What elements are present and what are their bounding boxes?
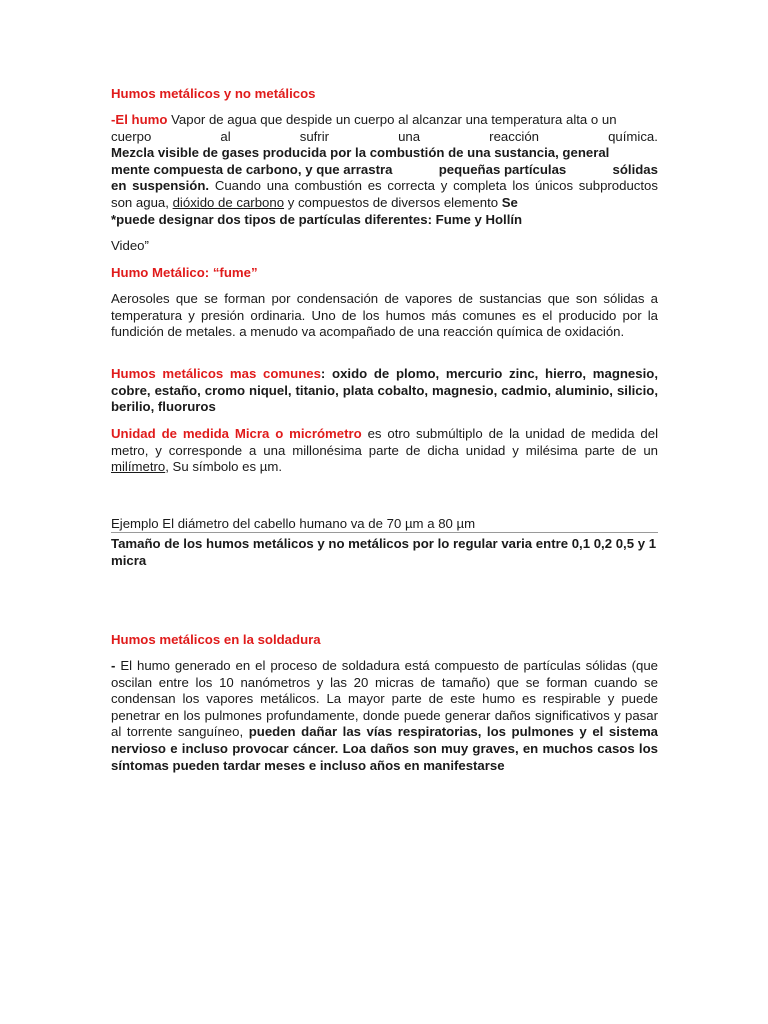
humo-word: reacción <box>489 128 540 144</box>
humo-word: sufrir <box>299 128 330 144</box>
combustion-paragraph <box>111 178 658 211</box>
humo-word: cuerpo <box>111 128 152 144</box>
divider-line <box>111 532 658 533</box>
dioxido-link[interactable]: dióxido de carbono <box>172 194 285 210</box>
soldadura-text: El humo generado en el proceso de soldadura está compuesto de partículas sólidas (que oscilan entre los 10 nanómetros y las 20 micras de tamaño) que se forman cuando se condensan los vapores metálicos. La mayor parte de este humo es respirable y puede penetrar en los pulmones profundamente, donde puede generar daños significativos y pasar al torrente sanguíneo, <box>111 658 658 740</box>
soldadura-bold-text: pueden dañar las vías respiratorias, los pulmones y el sistema nervioso e incluso provocar cáncer. Loa daños son muy graves, en muchos casos los síntomas pueden tardar meses e incluso años en manifestarse <box>111 724 659 773</box>
micra-paragraph <box>111 426 658 476</box>
mezcla-text-c: sólidas <box>612 161 658 177</box>
combustion-text-b: y compuestos de diversos elemento <box>284 194 502 210</box>
milimetro-link[interactable]: milímetro <box>111 459 166 475</box>
mezcla-line-1: Mezcla visible de gases producida por la combustión de una sustancia, general <box>111 145 610 161</box>
humo-word: al <box>220 128 231 144</box>
mezcla-line-2 <box>111 162 658 179</box>
soldadura-paragraph <box>111 658 658 774</box>
mezcla-text-a: mente compuesta de carbono, y que arrastra <box>111 161 393 177</box>
combustion-text-a: Cuando una combustión es correcta y completa los únicos subproductos son agua, <box>111 178 658 210</box>
particulas-line: *puede designar dos tipos de partículas diferentes: Fume y Hollín <box>111 211 523 227</box>
humo-word: química. <box>608 128 658 144</box>
micra-title: Unidad de medida Micra o micrómetro <box>111 426 362 441</box>
micra-text-b: , Su símbolo es µm. <box>165 459 283 475</box>
humo-line-2 <box>111 129 658 146</box>
mezcla-text-b: pequeñas partículas <box>438 161 567 177</box>
el-humo-label: -El humo <box>111 112 168 127</box>
humo-line-1 <box>111 112 658 129</box>
ejemplo-line: Ejemplo El diámetro del cabello humano va de 70 µm a 80 µm <box>111 516 476 531</box>
video-text: Video” <box>111 238 149 253</box>
comunes-title: Humos metálicos mas comunes <box>111 366 321 381</box>
suspension-bold: en suspensión. <box>111 178 210 194</box>
section-title-fume: Humo Metálico: “fume” <box>111 265 258 280</box>
section-title-humos: Humos metálicos y no metálicos <box>111 86 316 101</box>
se-bold: Se <box>501 194 518 210</box>
comunes-paragraph <box>111 366 658 416</box>
comunes-list: : oxido de plomo, mercurio zinc, hierro, magnesio, cobre, estaño, cromo niquel, titanio, plata cobalto, magnesio, cadmio, aluminio, silicio, berilio, fluoruros <box>111 366 658 415</box>
micra-text-a: es otro submúltiplo de la unidad de medida del metro, y corresponde a una millonésima parte de dicha unidad y milésima parte de un <box>111 426 659 458</box>
aerosoles-paragraph: Aerosoles que se forman por condensación de vapores de sustancias que son sólidas a temperatura y presión ordinaria. Uno de los humos más comunes es el producido por la fundición de metales. a menudo va acompañado de una reacción química de oxidación. <box>111 291 658 340</box>
section-title-soldadura: Humos metálicos en la soldadura <box>111 632 321 647</box>
humo-text-1: Vapor de agua que despide un cuerpo al alcanzar una temperatura alta o un <box>167 112 617 127</box>
tamano-paragraph: Tamaño de los humos metálicos y no metálicos por lo regular varia entre 0,1 0,2 0,5 y 1 micra <box>111 536 657 568</box>
humo-word: una <box>398 128 421 144</box>
dash-bold: - <box>111 658 116 673</box>
humo-definition-paragraph <box>111 112 658 228</box>
